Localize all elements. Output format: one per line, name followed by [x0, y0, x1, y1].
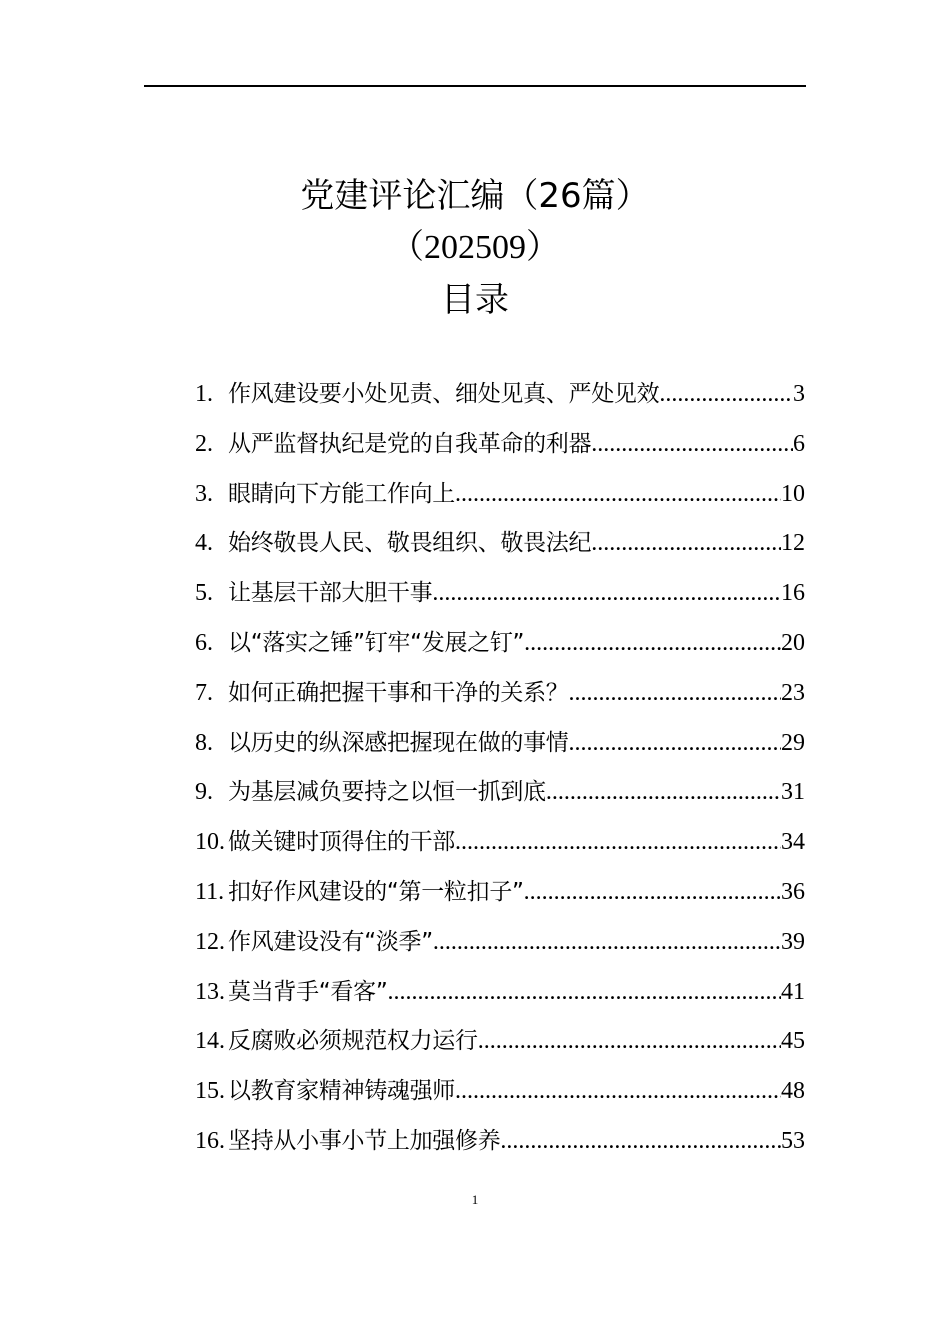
- toc-entry-page: 16: [781, 580, 805, 607]
- toc-entry-title[interactable]: 作风建设要小处见责、细处见真、严处见效: [228, 381, 660, 407]
- toc-entry[interactable]: [195, 719, 805, 769]
- toc-entry-title[interactable]: 为基层减负要持之以恒一抓到底: [228, 779, 546, 806]
- toc-entry[interactable]: [195, 1117, 805, 1167]
- toc-entry-page: 31: [781, 779, 805, 806]
- toc-entry-number: 4.: [195, 530, 213, 557]
- toc-entry-title[interactable]: 莫当背手“看客”: [228, 978, 388, 1005]
- toc-entry[interactable]: [195, 818, 805, 868]
- toc-entry[interactable]: [195, 768, 805, 818]
- toc-entry-title[interactable]: 以历史的纵深感把握现在做的事情: [228, 729, 569, 756]
- toc-entry[interactable]: [195, 569, 805, 619]
- toc-entry[interactable]: [195, 669, 805, 719]
- toc-entry-page: 20: [781, 629, 805, 656]
- toc-dot-leader: [455, 1067, 781, 1117]
- toc-entry[interactable]: [195, 370, 805, 420]
- toc-dot-leader: [455, 818, 781, 868]
- toc-dot-leader: [524, 619, 781, 669]
- title-block: [0, 170, 950, 326]
- toc-entry-number: 5.: [195, 580, 213, 607]
- toc-entry-title[interactable]: 眼睛向下方能工作向上: [228, 480, 456, 507]
- toc-entry-title[interactable]: 反腐败必须规范权力运行: [228, 1028, 478, 1055]
- toc-entry-page: 3: [793, 381, 805, 407]
- table-of-contents: [195, 370, 805, 1167]
- toc-dot-leader: [478, 1017, 781, 1067]
- toc-entry-title[interactable]: 扣好作风建设的“第一粒扣子”: [228, 878, 524, 905]
- toc-entry[interactable]: [195, 420, 805, 470]
- toc-dot-leader: [387, 968, 781, 1018]
- toc-entry-number: 1.: [195, 381, 213, 407]
- toc-entry-title[interactable]: 让基层干部大胆干事: [228, 580, 433, 607]
- toc-entry[interactable]: [195, 868, 805, 918]
- toc-entry-title[interactable]: 从严监督执纪是党的自我革命的利器: [228, 430, 592, 457]
- toc-dot-leader: [455, 470, 781, 520]
- toc-entry-number: 14.: [195, 1028, 225, 1055]
- toc-entry[interactable]: [195, 619, 805, 669]
- toc-dot-leader: [432, 569, 781, 619]
- toc-dot-leader: [659, 370, 793, 420]
- toc-entry-number: 16.: [195, 1127, 225, 1154]
- toc-dot-leader: [591, 519, 781, 569]
- toc-entry[interactable]: [195, 1017, 805, 1067]
- toc-entry-title[interactable]: 始终敬畏人民、敬畏组织、敬畏法纪: [228, 530, 592, 557]
- toc-entry-number: 12.: [195, 928, 225, 955]
- toc-entry-page: 34: [781, 829, 805, 856]
- toc-entry-number: 3.: [195, 480, 213, 507]
- toc-entry[interactable]: [195, 470, 805, 520]
- toc-dot-leader: [433, 918, 781, 968]
- toc-dot-leader: [524, 868, 781, 918]
- header-rule: [144, 85, 806, 87]
- toc-entry-page: 12: [781, 530, 805, 557]
- toc-entry-title[interactable]: 坚持从小事小节上加强修养: [228, 1127, 501, 1154]
- toc-entry-number: 15.: [195, 1078, 225, 1105]
- toc-entry-page: 45: [781, 1028, 805, 1055]
- toc-entry[interactable]: [195, 519, 805, 569]
- toc-entry-page: 41: [781, 978, 805, 1005]
- toc-entry-number: 10.: [195, 829, 225, 856]
- document-title: 党建评论汇编（26篇）: [300, 176, 650, 216]
- toc-entry-title[interactable]: 如何正确把握干事和干净的关系？: [228, 679, 569, 706]
- toc-entry-title[interactable]: 以“落实之锤”钉牢“发展之钉”: [228, 629, 525, 656]
- toc-heading: 目录: [441, 280, 509, 320]
- toc-entry-page: 36: [781, 878, 805, 905]
- toc-dot-leader: [546, 768, 781, 818]
- document-subtitle: （202509）: [390, 229, 560, 266]
- toc-entry-number: 2.: [195, 430, 213, 457]
- toc-dot-leader: [500, 1117, 781, 1167]
- toc-entry-number: 13.: [195, 978, 225, 1005]
- toc-entry-number: 6.: [195, 629, 213, 656]
- toc-entry-page: 6: [793, 430, 805, 457]
- toc-entry-number: 8.: [195, 729, 213, 756]
- toc-entry-number: 7.: [195, 679, 213, 706]
- toc-entry[interactable]: [195, 1067, 805, 1117]
- toc-entry-page: 39: [781, 928, 805, 955]
- toc-entry-title[interactable]: 做关键时顶得住的干部: [228, 829, 456, 856]
- toc-entry[interactable]: [195, 918, 805, 968]
- toc-entry-page: 10: [781, 480, 805, 507]
- toc-dot-leader: [569, 669, 781, 719]
- toc-entry-title[interactable]: 以教育家精神铸魂强师: [228, 1078, 456, 1105]
- toc-entry-page: 53: [781, 1127, 805, 1154]
- toc-dot-leader: [591, 420, 793, 470]
- toc-entry-page: 48: [781, 1078, 805, 1105]
- toc-entry[interactable]: [195, 968, 805, 1018]
- toc-entry-number: 9.: [195, 779, 213, 806]
- toc-entry-number: 11.: [195, 878, 225, 905]
- toc-entry-page: 23: [781, 679, 805, 706]
- page-number: 1: [471, 1192, 479, 1207]
- toc-entry-page: 29: [781, 729, 805, 756]
- toc-dot-leader: [569, 719, 781, 769]
- toc-entry-title[interactable]: 作风建设没有“淡季”: [228, 928, 433, 955]
